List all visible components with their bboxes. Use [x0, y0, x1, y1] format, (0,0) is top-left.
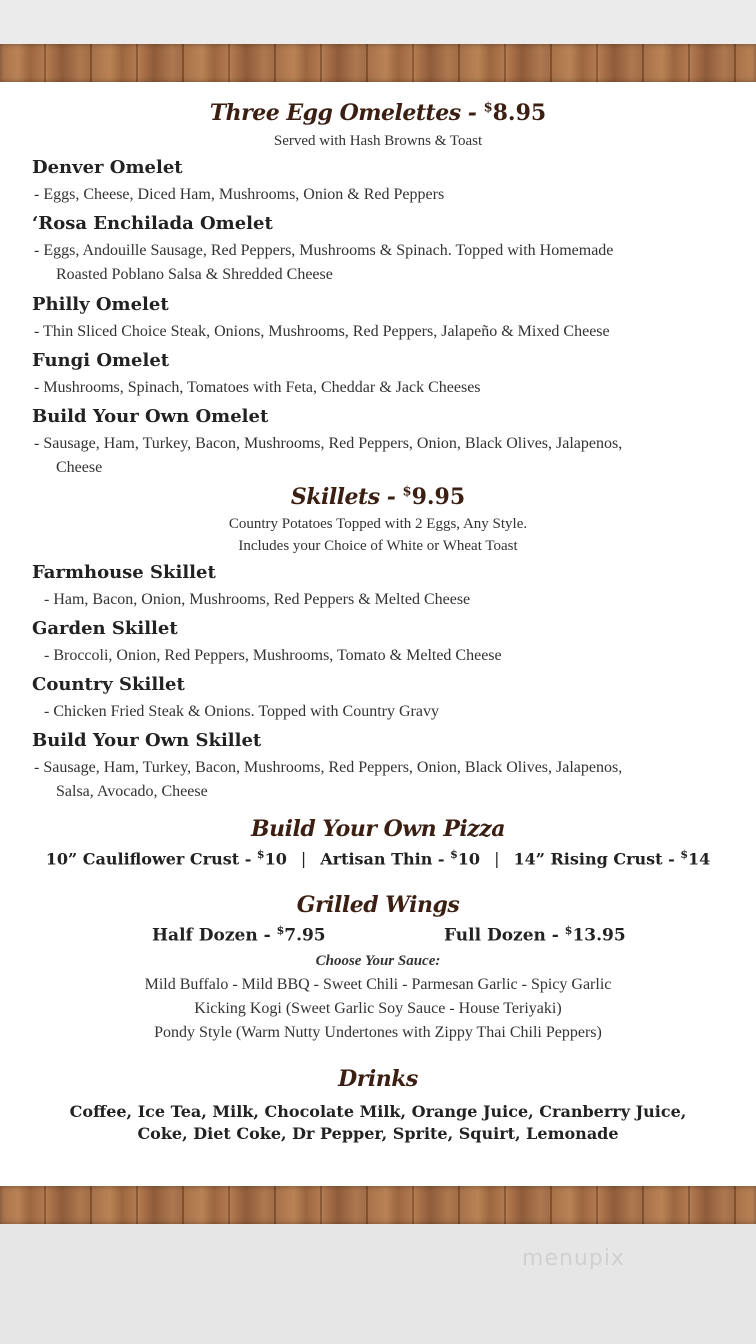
wings-half-dozen: Half Dozen - $7.95	[152, 924, 326, 946]
separator: |	[494, 849, 500, 869]
wings-full-dozen: Full Dozen - $13.95	[444, 924, 626, 946]
drinks-title: Drinks	[338, 1066, 418, 1092]
menu-item-name: Country Skillet	[32, 674, 185, 695]
bottom-margin	[0, 1224, 756, 1344]
menu-item-name: Philly Omelet	[32, 294, 169, 315]
menu-item-desc: - Broccoli, Onion, Red Peppers, Mushrooms, Tomato & Melted Cheese	[44, 647, 502, 664]
wood-border-top	[0, 44, 756, 82]
menu-item-name: Fungi Omelet	[32, 350, 170, 371]
menu-item-desc: - Chicken Fried Steak & Onions. Topped with Country Gravy	[44, 703, 439, 720]
sauce-line: Kicking Kogi (Sweet Garlic Soy Sauce - House Teriyaki)	[194, 1000, 562, 1017]
menu-item-desc: - Sausage, Ham, Turkey, Bacon, Mushrooms, Red Peppers, Onion, Black Olives, Jalapenos, Salsa, Avocado, Cheese	[34, 759, 623, 800]
pizza-title: Build Your Own Pizza	[251, 816, 505, 842]
sauce-line: Mild Buffalo - Mild BBQ - Sweet Chili - Parmesan Garlic - Spicy Garlic	[144, 976, 612, 993]
separator: |	[300, 849, 307, 869]
skillets-subtitle-1: Country Potatoes Topped with 2 Eggs, Any Style.	[228, 516, 528, 532]
menu-item-name: Farmhouse Skillet	[32, 562, 216, 583]
menu-item-name: Garden Skillet	[32, 618, 178, 639]
pizza-option: 10” Cauliflower Crust - $10	[45, 848, 287, 869]
menu-item-desc: - Mushrooms, Spinach, Tomatoes with Feta, Cheddar & Jack Cheeses	[34, 379, 481, 396]
wood-border-bottom	[0, 1186, 756, 1224]
drinks-line: Coffee, Ice Tea, Milk, Chocolate Milk, Orange Juice, Cranberry Juice,	[69, 1102, 687, 1121]
menu-item-desc: - Eggs, Cheese, Diced Ham, Mushrooms, Onion & Red Peppers	[34, 186, 445, 203]
menu-item-name: Build Your Own Omelet	[32, 406, 269, 427]
menu-item-desc: - Ham, Bacon, Onion, Mushrooms, Red Peppers & Melted Cheese	[44, 591, 471, 608]
skillets-price: $9.95	[402, 484, 466, 510]
menu-item-name: ‘Rosa Enchilada Omelet	[32, 213, 273, 234]
menu-item-desc: - Eggs, Andouille Sausage, Red Peppers, Mushrooms & Spinach. Topped with Homemade Roasted Poblano Salsa & Shredded Cheese	[34, 242, 614, 283]
omelettes-title: Three Egg Omelettes -	[209, 100, 484, 126]
skillets-subtitle-2: Includes your Choice of White or Wheat Toast	[238, 538, 518, 554]
omelettes-subtitle: Served with Hash Browns & Toast	[273, 133, 483, 149]
skillets-title: Skillets -	[290, 484, 403, 510]
pizza-options	[0, 848, 756, 868]
top-margin	[0, 0, 756, 44]
drinks-line: Coke, Diet Coke, Dr Pepper, Sprite, Squirt, Lemonade	[137, 1124, 619, 1143]
skillets-header	[0, 484, 756, 510]
watermark-logo: menupix	[522, 1246, 625, 1271]
pizza-option: Artisan Thin - $10	[320, 848, 481, 869]
pizza-option: 14” Rising Crust - $14	[513, 848, 711, 869]
menu-item-desc: - Sausage, Ham, Turkey, Bacon, Mushrooms, Red Peppers, Onion, Black Olives, Jalapenos, Cheese	[34, 435, 623, 476]
menu-item-desc: - Thin Sliced Choice Steak, Onions, Mushrooms, Red Peppers, Jalapeño & Mixed Cheese	[34, 323, 610, 340]
menu-item-name: Build Your Own Skillet	[32, 730, 262, 751]
sauce-line: Pondy Style (Warm Nutty Undertones with Zippy Thai Chili Peppers)	[154, 1024, 602, 1041]
wings-choose-sauce: Choose Your Sauce:	[315, 953, 441, 969]
wings-title: Grilled Wings	[296, 892, 460, 918]
omelettes-header	[0, 100, 756, 126]
menu-item-name: Denver Omelet	[32, 157, 183, 178]
omelettes-price: $8.95	[483, 100, 547, 126]
